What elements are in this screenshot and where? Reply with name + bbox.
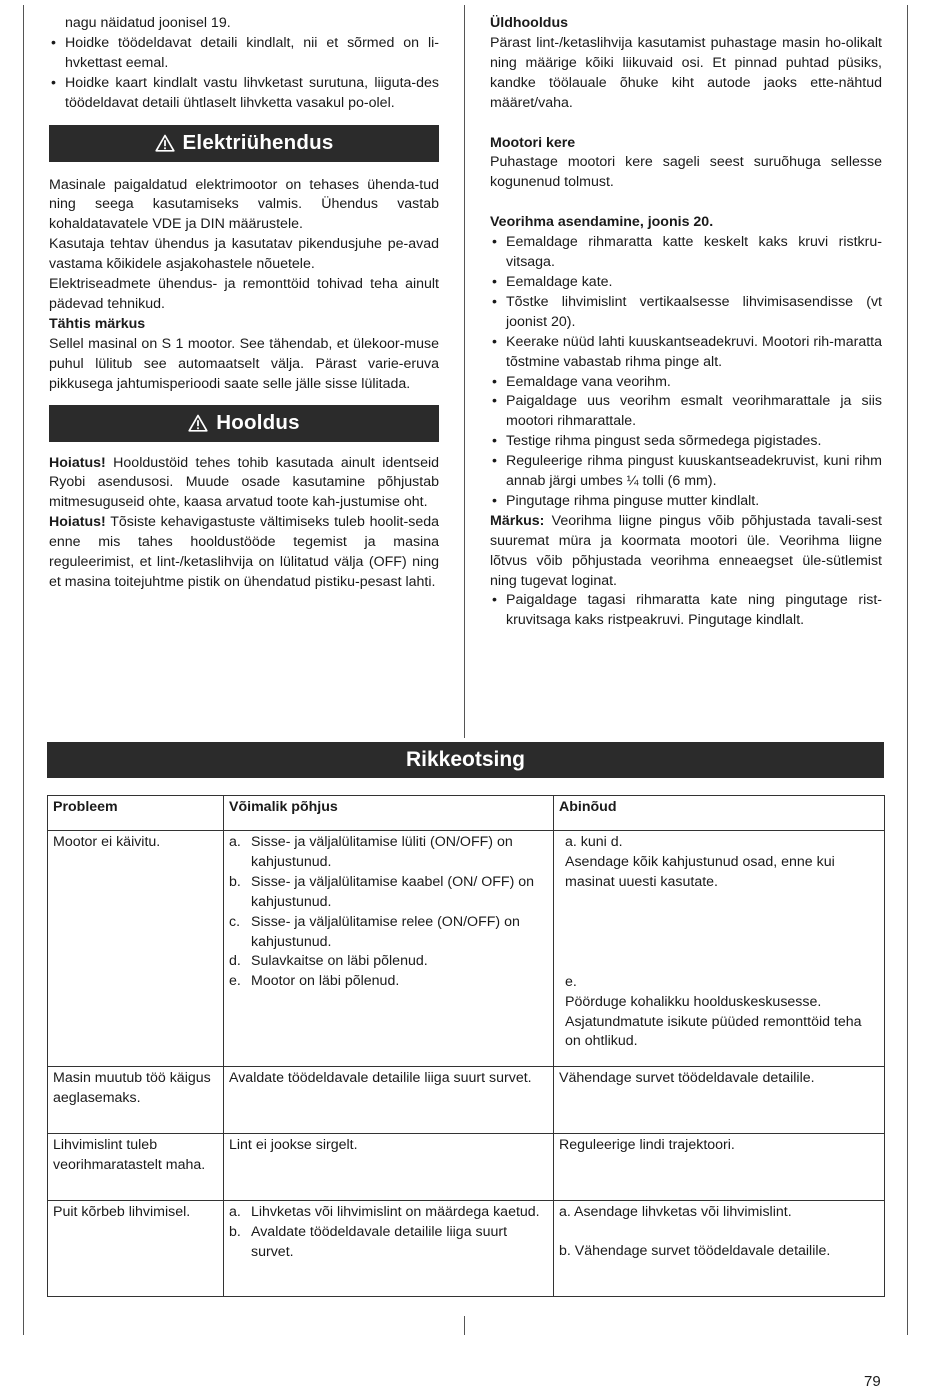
warning-paragraph	[49, 513, 439, 593]
list-item: • Hoidke kaart kindlalt vastu lihvketast surutuna, liiguta-des töödeldavat detaili ühtlaselt lihvketta vasakul po-olel.	[49, 74, 439, 114]
list-item: • Eemaldage rihmaratta katte keskelt kaks kruvi ristkru-vitsaga.	[490, 233, 882, 273]
note-title: Tähtis märkus	[49, 315, 146, 332]
list-item: • Reguleerige rihma pingust kuuskantseadekruvist, kuni rihm annab järgi umbes ¼ tolli (6 mm).	[490, 452, 882, 492]
section-title: Elektriühendus	[182, 131, 334, 155]
cause-cell	[224, 1201, 554, 1297]
item-text: Sisse- ja väljalülitamise kaabel (ON/ OFF) on kahjustunud.	[251, 873, 535, 910]
list-item: • Testige rihma pingust seda sõrmedega pigistades.	[490, 432, 882, 452]
remedy-text: a. Asendage lihvketas või lihvimislint.	[559, 1204, 792, 1220]
column-header: Abinõud	[554, 796, 885, 831]
table-row	[48, 1134, 885, 1201]
remedy-cell	[554, 831, 885, 1067]
intro-bullets	[49, 34, 439, 114]
item-letter: a.	[229, 834, 241, 850]
paragraph: Masinale paigaldatud elektrimootor on tehases ühenda-tud ning seega kasutamiseks valmis. Ühendus vastab kohaldatavatele VDE ja DIN määrustele.	[49, 176, 439, 233]
cause-cell: Lint ei jookse sirgelt.	[224, 1134, 554, 1201]
list-item: • Eemaldage vana veorihm.	[490, 373, 882, 393]
page-number: 79	[864, 1373, 881, 1390]
bottom-center-tick	[464, 1316, 465, 1335]
column-header: Võimalik põhjus	[224, 796, 554, 831]
paragraph: Pärast lint-/ketaslihvija kasutamist puhastage masin ho-olikalt ning määrige kõiki liikuvaid osi. Et pinnad puhtad püsiks, kandke töölauale õhuke kiht autode jaoks ette-nähtud määret/vaha.	[490, 34, 882, 111]
paragraph: Kasutaja tehtav ühendus ja kasutatav pikendusjuhe pe-avad vastama kõikidele asjakohastele nõuetele.	[49, 236, 439, 273]
column-divider	[464, 5, 465, 738]
intro-line: nagu näidatud joonisel 19.	[65, 15, 231, 31]
warning-text: Tõsiste kehavigastuste vältimiseks tuleb hoolit-seda enne mis tahes hooldustööde tegemist ja masina reguleerimist, et lint-/ketaslihvija on lülitatud välja (OFF) ning et masina toitejuhtme pistik on ühendatud pistiku-pesast lahti.	[49, 514, 439, 590]
subsection-title: Veorihma asendamine, joonis 20.	[490, 214, 714, 231]
warning-text: Hooldustöid tehes tohib kasutada ainult identseid Ryobi asendusosi. Muude osade kasutamine põhjustab mitmesuguseid ohte, kaasa arvatud toote kah-justumise oht.	[49, 454, 439, 511]
problem-cell: Mootor ei käivitu.	[48, 831, 224, 1067]
remedy-text: b. Vähendage survet töödeldavale detailile.	[559, 1242, 831, 1259]
item-letter: b.	[229, 1223, 241, 1240]
right-margin-line	[907, 5, 908, 1335]
list-item: • Hoidke töödeldavat detaili kindlalt, nii et sõrmed on li-hvkettast eemal.	[49, 34, 439, 74]
item-text: Sisse- ja väljalülitamise lüliti (ON/OFF) on kahjustunud.	[251, 834, 513, 870]
cause-cell: Avaldate töödeldavale detailile liiga suurt survet.	[224, 1067, 554, 1134]
table-row	[48, 1067, 885, 1134]
remedy-label: a. kuni d.	[565, 834, 623, 850]
note-text: Sellel masinal on S 1 mootor. See tähendab, et ülekoor-muse puhul lülitub see automaatselt välja. Pärast varie-eruva pikkusega jahtumisperioodi saate selle jälle sisse lülitada.	[49, 335, 439, 392]
subsection-title: Mootori kere	[490, 134, 576, 151]
column-header: Probleem	[48, 796, 224, 831]
list-item: • Keerake nüüd lahti kuuskantseadekruvi. Mootori rih-maratta tõstmine vabastab rihma pinge alt.	[490, 333, 882, 373]
list-item: • Eemaldage kate.	[490, 273, 882, 293]
warning-label: Hoiatus!	[49, 454, 106, 471]
item-text: Sulavkaitse on läbi põlenud.	[251, 953, 428, 970]
remedy-text: Asendage kõik kahjustunud osad, enne kui masinat uuesti kasutate.	[565, 853, 835, 890]
section-title: Hooldus	[216, 411, 300, 435]
belt-final-list	[490, 591, 882, 631]
item-text: Avaldate töödeldavale detailile liiga suurt survet.	[251, 1223, 508, 1260]
item-letter: c.	[229, 913, 241, 930]
item-letter: a.	[229, 1204, 241, 1220]
cause-cell	[224, 831, 554, 1067]
problem-cell: Lihvimislint tuleb veorihmaratastelt maha.	[48, 1134, 224, 1201]
warning-triangle-icon	[155, 134, 175, 152]
list-item: • Paigaldage uus veorihm esmalt veorihmarattale ja siis mootori rihmarattale.	[490, 392, 882, 432]
left-column	[49, 14, 439, 593]
troubleshooting-title-bar	[47, 742, 884, 778]
item-letter: d.	[229, 953, 241, 970]
section-bar-elektriuhendus	[49, 125, 439, 162]
remedy-cell	[554, 1201, 885, 1297]
warning-label: Hoiatus!	[49, 514, 106, 531]
troubleshooting-table	[47, 795, 885, 1297]
paragraph: Puhastage mootori kere sageli seest suruõhuga sellesse kogunenud tolmust.	[490, 154, 882, 191]
list-item: • Tõstke lihvimislint vertikaalsesse lihvimisasendisse (vt joonist 20).	[490, 293, 882, 333]
warning-paragraph	[49, 454, 439, 514]
section-bar-hooldus	[49, 405, 439, 442]
remedy-cell: Reguleerige lindi trajektoori.	[554, 1134, 885, 1201]
table-row	[48, 831, 885, 1067]
table-header-row	[48, 796, 885, 831]
table-row	[48, 1201, 885, 1297]
subsection-title: Üldhooldus	[490, 15, 569, 31]
item-text: Lihvketas või lihvimislint on määrdega kaetud.	[251, 1204, 540, 1220]
note-label: Märkus:	[490, 512, 545, 529]
remedy-label: e.	[565, 973, 577, 990]
item-letter: e.	[229, 973, 241, 990]
note-paragraph	[490, 512, 882, 592]
item-text: Sisse- ja väljalülitamise relee (ON/OFF) on kahjustunud.	[251, 913, 520, 950]
remedy-cell: Vähendage survet töödeldavale detailile.	[554, 1067, 885, 1134]
item-letter: b.	[229, 873, 241, 890]
note-text: Veorihma liigne pingus võib põhjustada tavali-sest suuremat müra ja koormata mootori üle. Veorihma liigne lõtvus võib põhjustada veorihma enneaegset üle-sütlemist ning tugevat loginat.	[490, 512, 882, 589]
right-column	[490, 14, 882, 631]
left-margin-line	[23, 5, 24, 1335]
list-item: • Paigaldage tagasi rihmaratta kate ning pingutage rist-kruvitsaga kaks ristpeakruvi. Pingutage kindlalt.	[490, 591, 882, 631]
problem-cell: Puit kõrbeb lihvimisel.	[48, 1201, 224, 1297]
item-text: Mootor on läbi põlenud.	[251, 973, 400, 990]
remedy-text: Pöörduge kohalikku hoolduskeskusesse. Asjatundmatute isikute püüded remonttöid teha on ohtlikud.	[565, 993, 862, 1050]
problem-cell: Masin muutub töö käigus aeglasemaks.	[48, 1067, 224, 1134]
belt-steps-list	[490, 233, 882, 512]
paragraph: Elektriseadmete ühendus- ja remonttöid tohivad teha ainult pädevad tehnikud.	[49, 276, 439, 312]
warning-triangle-icon	[188, 414, 208, 432]
section-title: Rikkeotsing	[405, 748, 526, 772]
list-item: • Pingutage rihma pinguse mutter kindlalt.	[490, 492, 882, 512]
